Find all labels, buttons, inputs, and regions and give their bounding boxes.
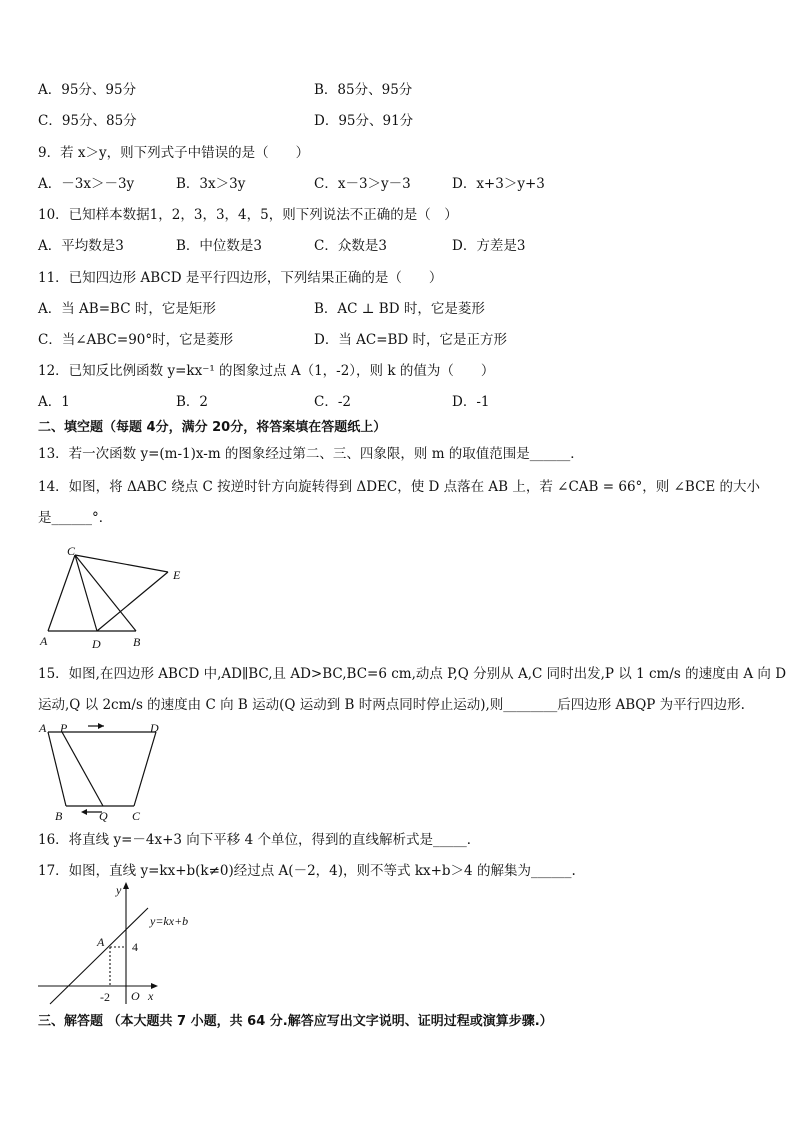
q11-option-d: D．当 AC=BD 时，它是正方形: [314, 332, 508, 348]
q14-stem-line-1: 14．如图，将 ΔABC 绕点 C 按逆时针方向旋转得到 ΔDEC，使 D 点落在 AB 上，若 ∠CAB = 66°，则 ∠BCE 的大小: [38, 479, 761, 495]
q9-option-b: B．3x＞3y: [176, 176, 246, 192]
q11-stem: 11．已知四边形 ABCD 是平行四边形，下列结果正确的是（ ）: [38, 270, 443, 286]
section-2-heading: 二、填空题（每题 4分，满分 20分，将答案填在答题纸上）: [38, 420, 387, 435]
q8-option-c: C．95分、85分: [38, 113, 137, 129]
q13-stem: 13．若一次函数 y=(m-1)x-m 的图象经过第二、三、四象限，则 m 的取值范围是______．: [38, 446, 584, 462]
q12-option-a: A．1: [38, 394, 70, 410]
q11-options-row-1: [38, 299, 758, 319]
q15-stem-line-1: 15．如图,在四边形 ABCD 中,AD∥BC,且 AD>BC,BC=6 cm,动点 P,Q 分别从 A,C 同时出发,P 以 1 cm/s 的速度由 A 向 D: [38, 666, 787, 682]
q15-stem-line-2: 运动,Q 以 2cm/s 的速度由 C 向 B 运动(Q 运动到 B 时两点同时停止运动),则________后四边形 ABQP 为平行四边形.: [38, 697, 745, 713]
fig17-y-axis-label: y: [116, 883, 122, 897]
q10-option-a: A．平均数是3: [38, 238, 124, 254]
fig14-label-e: E: [173, 568, 181, 582]
q14-triangle-figure: [36, 542, 196, 652]
q14-stem-line-2: 是______°．: [38, 510, 113, 526]
q16-stem: 16．将直线 y=－4x+3 向下平移 4 个单位，得到的直线解析式是_____．: [38, 832, 481, 848]
q12-option-c: C．-2: [314, 394, 351, 410]
fig15-label-p: P: [60, 721, 68, 735]
q17-stem: 17．如图，直线 y=kx+b(k≠0)经过点 A(－2，4)，则不等式 kx+b＞4 的解集为______.: [38, 863, 576, 879]
q17-line-graph-figure: [36, 880, 206, 1008]
fig15-label-b: B: [55, 809, 63, 823]
fig17-origin-label: O: [131, 989, 140, 1003]
fig17-x-axis-label: x: [148, 989, 154, 1003]
fig15-label-a: A: [39, 721, 47, 735]
q10-stem: 10．已知样本数据1，2，3，3，4，5，则下列说法不正确的是（ ）: [38, 207, 458, 223]
q11-option-c: C．当∠ABC=90°时，它是菱形: [38, 332, 234, 348]
fig14-label-b: B: [133, 635, 141, 649]
q8-option-b: B．85分、95分: [314, 82, 413, 98]
q8-option-d: D．95分、91分: [314, 113, 414, 129]
q11-option-a: A．当 AB=BC 时，它是矩形: [38, 301, 216, 317]
q11-option-b: B．AC ⊥ BD 时，它是菱形: [314, 301, 485, 317]
q10-options: [38, 236, 758, 256]
q9-options: [38, 174, 758, 194]
fig17-point-a-label: A: [97, 935, 105, 949]
q10-option-c: C．众数是3: [314, 238, 387, 254]
fig17-value-neg2: -2: [100, 990, 110, 1004]
q10-option-d: D．方差是3: [452, 238, 526, 254]
q12-option-b: B．2: [176, 394, 209, 410]
q12-stem: 12．已知反比例函数 y=kx⁻¹ 的图象过点 A（1，-2），则 k 的值为（ ）: [38, 363, 495, 379]
fig14-label-a: A: [40, 634, 48, 648]
q12-option-d: D．-1: [452, 394, 490, 410]
q8-options-row-1: [38, 80, 758, 100]
q9-stem: 9．若 x＞y，则下列式子中错误的是（ ）: [38, 145, 310, 161]
q11-options-row-2: [38, 330, 758, 350]
fig14-label-c: C: [67, 544, 76, 558]
fig14-label-d: D: [92, 637, 101, 651]
q8-options-row-2: [38, 111, 758, 131]
q9-option-a: A．－3x＞－3y: [38, 176, 135, 192]
q8-option-a: A．95分、95分: [38, 82, 137, 98]
fig15-label-d: D: [150, 721, 159, 735]
q9-option-d: D．x+3＞y+3: [452, 176, 545, 192]
q10-option-b: B．中位数是3: [176, 238, 263, 254]
fig15-label-q: Q: [99, 809, 108, 823]
section-3-heading: 三、解答题 （本大题共 7 小题，共 64 分.解答应写出文字说明、证明过程或演算步骤.）: [38, 1014, 553, 1029]
q15-quadrilateral-figure: [36, 718, 176, 828]
q12-options: [38, 392, 758, 412]
q9-option-c: C．x－3＞y－3: [314, 176, 411, 192]
fig17-line-label: y=kx+b: [150, 914, 189, 928]
fig15-label-c: C: [132, 809, 141, 823]
fig17-value-4: 4: [132, 940, 138, 954]
